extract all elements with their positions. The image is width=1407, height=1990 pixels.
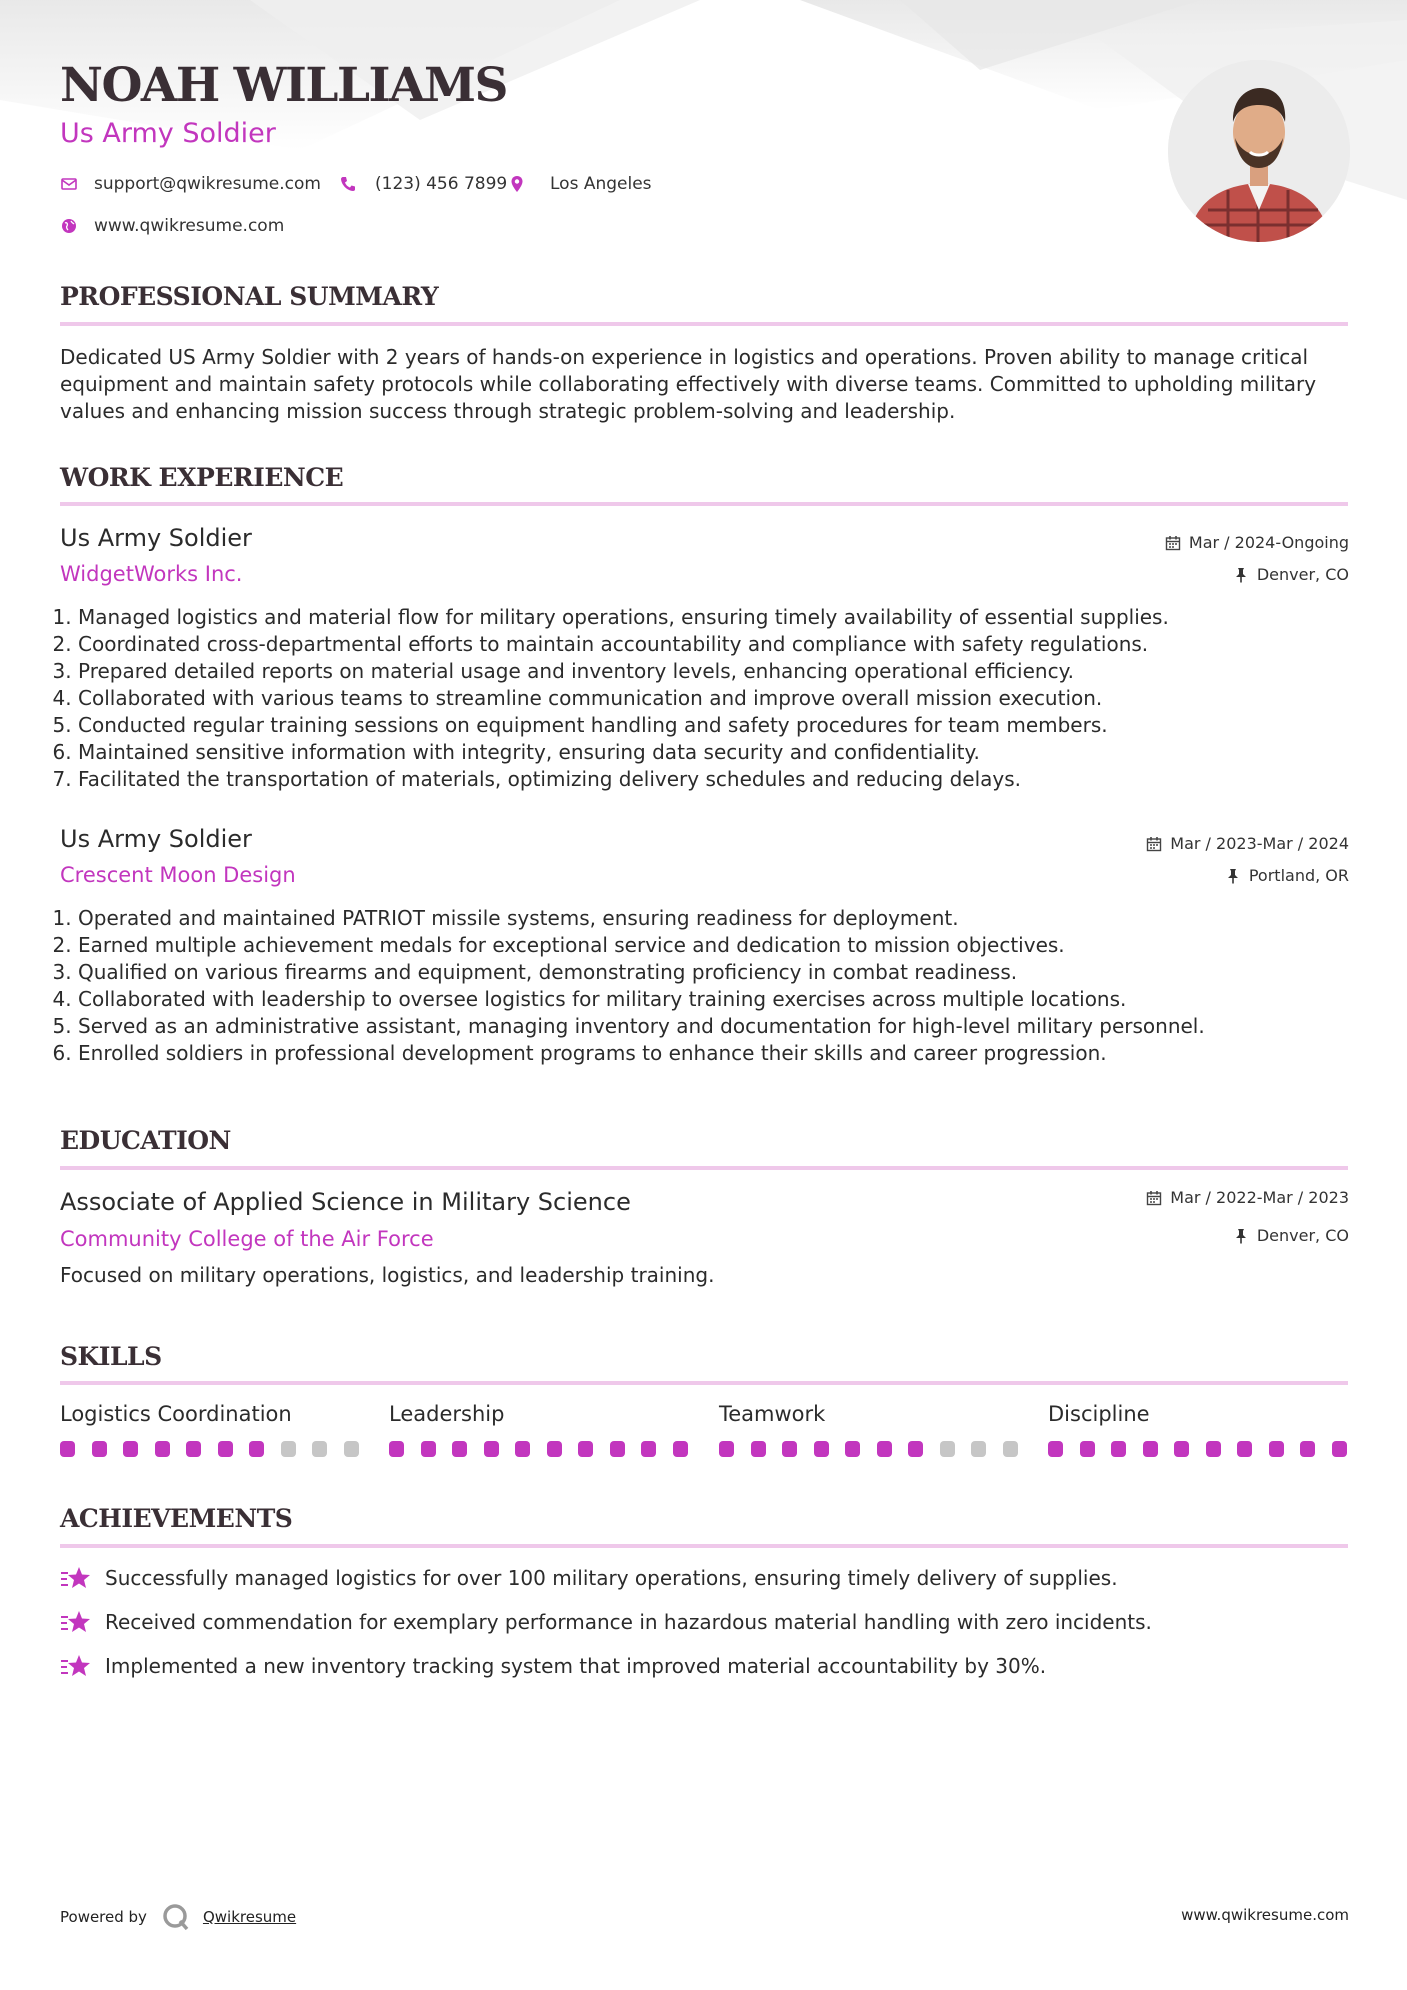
degree-title: Associate of Applied Science in Military Science xyxy=(60,1188,631,1216)
rating-dot-filled xyxy=(1048,1441,1063,1457)
skill-rating xyxy=(60,1441,375,1457)
footer-powered-by xyxy=(60,1902,296,1932)
rating-dot-filled xyxy=(673,1441,688,1457)
rating-dot-filled xyxy=(719,1441,734,1457)
envelope-icon xyxy=(60,175,78,193)
list-item: 4. Collaborated with various teams to streamline communication and improve overall mission execution. xyxy=(78,685,1368,712)
education-dates-text: Mar / 2022-Mar / 2023 xyxy=(1170,1188,1349,1207)
qwikresume-link[interactable]: Qwikresume xyxy=(202,1908,297,1926)
contact-phone[interactable] xyxy=(339,174,507,194)
skill-name: Discipline xyxy=(1048,1402,1150,1426)
list-item: 1. Managed logistics and material flow for military operations, ensuring timely availability of essential supplies. xyxy=(78,604,1368,631)
phone-icon xyxy=(339,175,357,193)
education-heading: EDUCATION xyxy=(60,1126,231,1155)
achievement-text: Implemented a new inventory tracking system that improved material accountability by 30%. xyxy=(105,1654,1047,1678)
job-dates-text: Mar / 2023-Mar / 2024 xyxy=(1170,834,1349,853)
rating-dot-filled xyxy=(1237,1441,1252,1457)
achievement-item xyxy=(60,1653,1046,1679)
education-description: Focused on military operations, logistics, and leadership training. xyxy=(60,1263,715,1287)
contact-location xyxy=(508,174,652,194)
contact-email[interactable] xyxy=(60,174,321,194)
calendar-icon xyxy=(1146,1190,1162,1206)
achievement-text: Successfully managed logistics for over 100 military operations, ensuring timely delivery of supplies. xyxy=(105,1566,1118,1590)
rating-dot-filled xyxy=(547,1441,562,1457)
candidate-title: Us Army Soldier xyxy=(60,118,276,149)
job-dates-1 xyxy=(1165,533,1349,552)
education-location-text: Denver, CO xyxy=(1256,1226,1349,1245)
rating-dot-filled xyxy=(1300,1441,1315,1457)
section-divider xyxy=(60,1166,1348,1170)
rating-dot-empty xyxy=(1003,1441,1018,1457)
job-dates-2 xyxy=(1146,834,1349,853)
contact-website[interactable] xyxy=(60,216,284,236)
powered-by-text: Powered by xyxy=(60,1908,147,1926)
star-icon xyxy=(60,1609,92,1635)
list-item: 1. Operated and maintained PATRIOT missile systems, ensuring readiness for deployment. xyxy=(78,905,1368,932)
skills-heading: SKILLS xyxy=(60,1342,162,1371)
list-item: 6. Enrolled soldiers in professional development programs to enhance their skills and career progression. xyxy=(78,1040,1368,1067)
rating-dot-empty xyxy=(312,1441,327,1457)
footer-website[interactable]: www.qwikresume.com xyxy=(1181,1906,1349,1924)
company-2: Crescent Moon Design xyxy=(60,863,296,887)
rating-dot-filled xyxy=(908,1441,923,1457)
skill-rating xyxy=(1048,1441,1363,1457)
experience-heading: WORK EXPERIENCE xyxy=(60,463,344,492)
rating-dot-filled xyxy=(782,1441,797,1457)
section-divider xyxy=(60,1544,1348,1548)
summary-heading: PROFESSIONAL SUMMARY xyxy=(60,282,439,311)
achievement-text: Received commendation for exemplary performance in hazardous material handling with zero incidents. xyxy=(105,1610,1152,1634)
list-item: 5. Conducted regular training sessions on equipment handling and safety procedures for team members. xyxy=(78,712,1368,739)
person-avatar-icon xyxy=(1168,60,1350,242)
candidate-name: NOAH WILLIAMS xyxy=(60,58,507,113)
summary-text: Dedicated US Army Soldier with 2 years of hands-on experience in logistics and operations. Proven ability to manage critical equipment and maintain safety protocols while collaborating effectively with diverse teams. Committed to upholding military values and enhancing mission success through strategic problem-solving and leadership. xyxy=(60,345,1317,423)
job-bullets-2 xyxy=(56,905,1368,1067)
list-item: 4. Collaborated with leadership to oversee logistics for military training exercises across multiple locations. xyxy=(78,986,1368,1013)
list-item: 2. Coordinated cross-departmental efforts to maintain accountability and compliance with safety regulations. xyxy=(78,631,1368,658)
rating-dot-filled xyxy=(123,1441,138,1457)
job-location-text: Denver, CO xyxy=(1256,565,1349,584)
skill-name: Teamwork xyxy=(719,1402,826,1426)
section-divider xyxy=(60,322,1348,326)
qwikresume-logo-icon xyxy=(161,1902,191,1932)
rating-dot-filled xyxy=(1143,1441,1158,1457)
website-text: www.qwikresume.com xyxy=(94,216,285,236)
rating-dot-filled xyxy=(641,1441,656,1457)
skill-rating xyxy=(719,1441,1034,1457)
rating-dot-filled xyxy=(1080,1441,1095,1457)
list-item: 7. Facilitated the transportation of materials, optimizing delivery schedules and reducing delays. xyxy=(78,766,1368,793)
education-dates xyxy=(1146,1188,1349,1207)
email-text: support@qwikresume.com xyxy=(94,174,321,194)
list-item: 2. Earned multiple achievement medals for exceptional service and dedication to mission objectives. xyxy=(78,932,1368,959)
rating-dot-filled xyxy=(421,1441,436,1457)
calendar-icon xyxy=(1165,535,1181,551)
rating-dot-filled xyxy=(751,1441,766,1457)
section-divider xyxy=(60,502,1348,506)
rating-dot-filled xyxy=(389,1441,404,1457)
list-item: 6. Maintained sensitive information with integrity, ensuring data security and confidentiality. xyxy=(78,739,1368,766)
rating-dot-filled xyxy=(1174,1441,1189,1457)
list-item: 5. Served as an administrative assistant, managing inventory and documentation for high-level military personnel. xyxy=(78,1013,1368,1040)
rating-dot-filled xyxy=(452,1441,467,1457)
rating-dot-empty xyxy=(940,1441,955,1457)
rating-dot-filled xyxy=(1269,1441,1284,1457)
rating-dot-filled xyxy=(578,1441,593,1457)
rating-dot-filled xyxy=(814,1441,829,1457)
rating-dot-filled xyxy=(186,1441,201,1457)
rating-dot-filled xyxy=(1332,1441,1347,1457)
pushpin-icon xyxy=(1233,567,1249,583)
job-title-1: Us Army Soldier xyxy=(60,524,252,552)
achievement-item xyxy=(60,1609,1152,1635)
rating-dot-filled xyxy=(484,1441,499,1457)
skill-name: Logistics Coordination xyxy=(60,1402,292,1426)
profile-photo xyxy=(1168,60,1350,242)
list-item: 3. Prepared detailed reports on material usage and inventory levels, enhancing operational efficiency. xyxy=(78,658,1368,685)
rating-dot-filled xyxy=(249,1441,264,1457)
map-pin-icon xyxy=(508,175,526,193)
pushpin-icon xyxy=(1233,1228,1249,1244)
job-dates-text: Mar / 2024-Ongoing xyxy=(1188,533,1349,552)
calendar-icon xyxy=(1146,836,1162,852)
list-item: 3. Qualified on various firearms and equipment, demonstrating proficiency in combat readiness. xyxy=(78,959,1368,986)
rating-dot-filled xyxy=(92,1441,107,1457)
rating-dot-filled xyxy=(60,1441,75,1457)
rating-dot-filled xyxy=(1111,1441,1126,1457)
achievements-heading: ACHIEVEMENTS xyxy=(60,1504,293,1533)
rating-dot-filled xyxy=(610,1441,625,1457)
achievement-item xyxy=(60,1565,1118,1591)
company-1: WidgetWorks Inc. xyxy=(60,562,243,586)
rating-dot-filled xyxy=(155,1441,170,1457)
rating-dot-filled xyxy=(845,1441,860,1457)
education-location xyxy=(1233,1226,1349,1245)
rating-dot-filled xyxy=(515,1441,530,1457)
globe-icon xyxy=(60,217,78,235)
job-title-2: Us Army Soldier xyxy=(60,825,252,853)
pushpin-icon xyxy=(1225,868,1241,884)
job-location-2 xyxy=(1225,866,1349,885)
rating-dot-empty xyxy=(344,1441,359,1457)
star-icon xyxy=(60,1565,92,1591)
location-text: Los Angeles xyxy=(550,174,652,194)
rating-dot-filled xyxy=(877,1441,892,1457)
school-name: Community College of the Air Force xyxy=(60,1227,434,1251)
skill-name: Leadership xyxy=(389,1402,505,1426)
rating-dot-filled xyxy=(1206,1441,1221,1457)
job-bullets-1 xyxy=(56,604,1368,793)
phone-text: (123) 456 7899 xyxy=(375,174,508,194)
rating-dot-empty xyxy=(281,1441,296,1457)
job-location-text: Portland, OR xyxy=(1248,866,1349,885)
job-location-1 xyxy=(1233,565,1349,584)
rating-dot-filled xyxy=(218,1441,233,1457)
rating-dot-empty xyxy=(971,1441,986,1457)
section-divider xyxy=(60,1381,1348,1385)
star-icon xyxy=(60,1653,92,1679)
skill-rating xyxy=(389,1441,704,1457)
